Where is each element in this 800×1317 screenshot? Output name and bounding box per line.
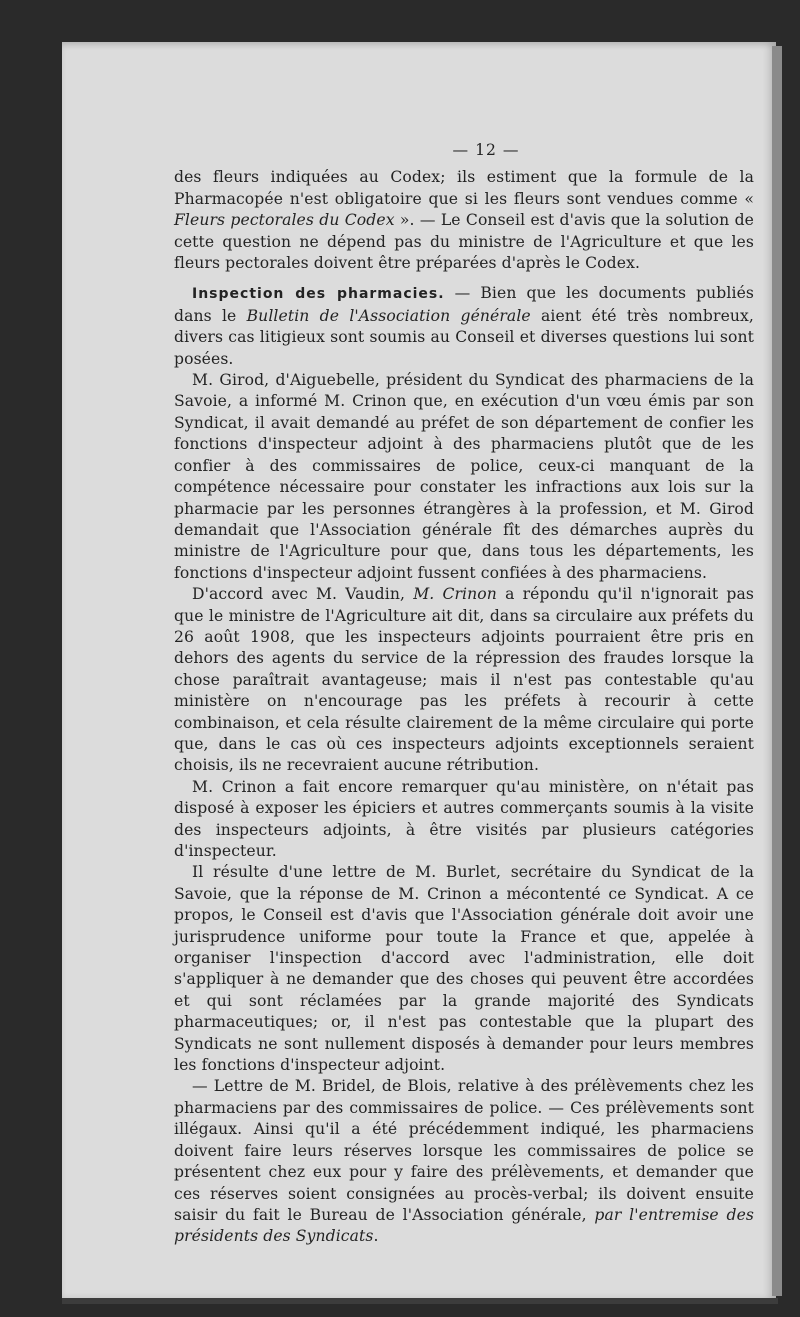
section-title: Inspection des pharmacies. xyxy=(192,286,445,303)
paragraph-4 xyxy=(174,584,754,777)
paragraph-6: Il résulte d'une lettre de M. Burlet, secrétaire du Syndicat de la Savoie, que la réponse de M. Crinon a mécontenté ce Syndicat. A ce propos, le Conseil est d'avis que l'Association générale doit avoir une jurisprudence uniforme pour toute la France et que, appelée à organiser l'inspection d'accord avec l'administration, elle doit s'appliquer à ne demander que des choses qui peuvent être accordées et qui sont réclamées par la grande majorité des Syndicats pharmaceutiques; or, il n'est pas contestable que la plupart des Syndicats ne sont nullement disposés à demander pour leurs membres les fonctions d'inspecteur adjoint. xyxy=(174,863,754,1075)
italic-run: Bulletin de l'Association générale xyxy=(246,306,531,325)
text-run: — Bien que les documents publiés dans le xyxy=(174,284,754,325)
page-body xyxy=(174,140,754,1248)
text-run: — Lettre de M. Bridel, de Blois, relative à des prélèvements chez les pharmaciens par des commissaires de police. — Ces prélèvements sont illégaux. Ainsi qu'il a été précédemment indiqué, les pharmaciens doivent faire leurs réserves lorsque les commissaires de police se présentent chez eux pour y faire des prélèvements, et demander que ces réserves soient consignées au procès-verbal; ils doivent ensuite saisir du fait le Bureau de l'Association générale, xyxy=(174,1077,754,1224)
page-bottom-edge xyxy=(62,1298,778,1304)
page-edge xyxy=(772,46,782,1296)
paragraph-1 xyxy=(174,167,754,274)
text-run: aient été très nombreux, divers cas litigieux sont soumis au Conseil et diverses questions lui sont posées. xyxy=(174,306,754,368)
text-run: D'accord avec M. Vaudin, xyxy=(192,585,414,604)
paragraph-2 xyxy=(174,283,754,370)
italic-run: Fleurs pectorales du Codex xyxy=(174,211,395,230)
paragraph-5: M. Crinon a fait encore remarquer qu'au ministère, on n'était pas disposé à exposer les épiciers et autres commerçants soumis à la visite des inspecteurs adjoints, à être visités par plusieurs catégories d'inspecteur. xyxy=(174,777,754,860)
paragraph-3: M. Girod, d'Aiguebelle, président du Syndicat des pharmaciens de la Savoie, a informé M. Crinon que, en exécution d'un vœu émis par son Syndicat, il avait demandé au préfet de son département de confier les fonctions d'inspecteur adjoint à des pharmaciens plutôt que de les confier à des commissaires de police, ceux-ci manquant de la compétence nécessaire pour constater les infractions aux lois sur la pharmacie par les personnes étrangères à la profession, et M. Girod demandait que l'Association générale fît des démarches auprès du ministre de l'Agriculture pour que, dans tous les départements, les fonctions d'inspecteur adjoint fussent confiées à des pharmaciens. xyxy=(174,371,754,582)
paragraph-7 xyxy=(174,1076,754,1247)
page-number: — 12 — xyxy=(452,141,520,159)
text-run: ». — Le Conseil est d'avis que la solution de cette question ne dépend pas du ministre de l'Agriculture et que les fleurs pectorales doivent être préparées d'après le Codex. xyxy=(174,211,754,273)
text-run: . xyxy=(373,1227,379,1246)
italic-run: par l'entremise des présidents des Syndicats xyxy=(174,1205,754,1246)
text-run: a répondu qu'il n'ignorait pas que le ministre de l'Agriculture ait dit, dans sa circulaire aux préfets du 26 août 1908, que les inspecteurs adjoints pourraient être pris en dehors des agents du service de la répression des fraudes lorsque la chose paraîtrait avantageuse; mais il n'est pas contestable qu'au ministère on n'encourage pas les préfets à recourir à cette combinaison, et cela résulte clairement de la même circulaire qui porte que, dans le cas où ces inspecteurs adjoints exceptionnels seraient choisis, ils ne recevraient aucune rétribution. xyxy=(174,585,754,775)
text-run: des fleurs indiquées au Codex; ils estiment que la formule de la Pharmacopée n'est obligatoire que si les fleurs sont vendues comme « xyxy=(174,168,754,208)
italic-run: M. Crinon xyxy=(413,585,497,604)
